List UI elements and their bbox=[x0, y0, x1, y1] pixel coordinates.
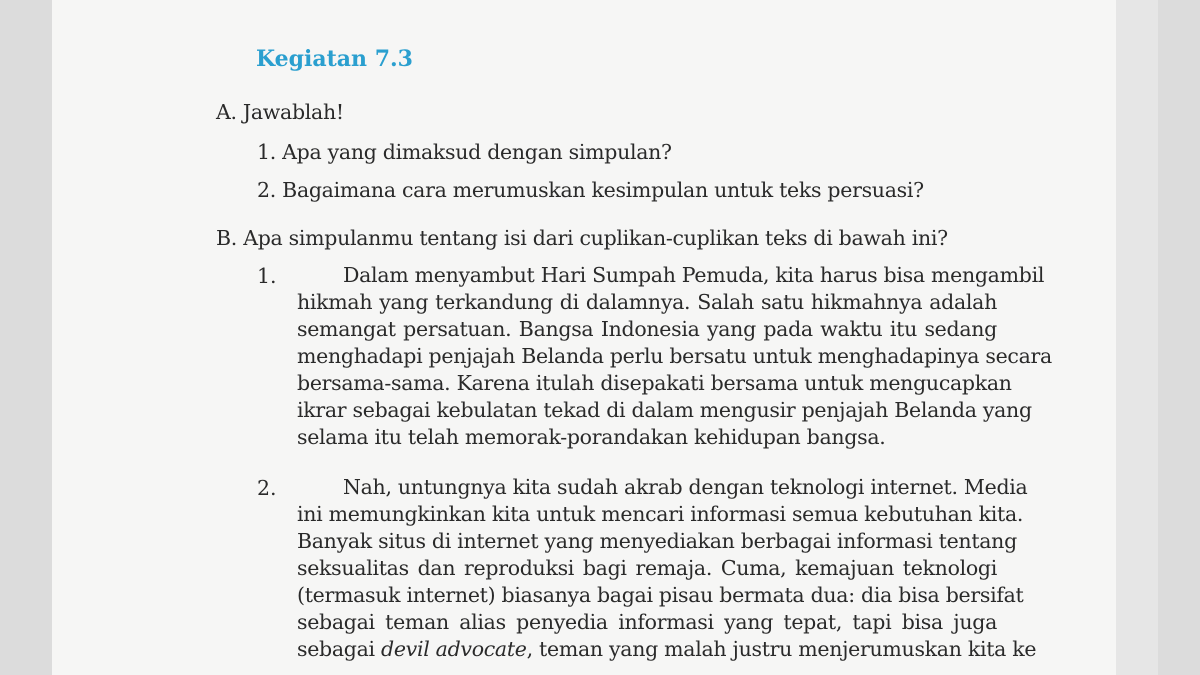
excerpt-1-line: selama itu telah memorak-porandakan kehidupan bangsa. bbox=[297, 425, 886, 449]
excerpt-1-number: 1. bbox=[257, 264, 277, 288]
excerpt-1-line: ikrar sebagai kebulatan tekad di dalam mengusir penjajah Belanda yang bbox=[297, 398, 1032, 422]
excerpt-2-text-before-italic: sebagai bbox=[297, 637, 382, 661]
page-edge bbox=[1116, 0, 1158, 675]
section-b-label: B. Apa simpulanmu tentang isi dari cuplikan-cuplikan teks di bawah ini? bbox=[216, 226, 948, 250]
section-a-question-1: 1. Apa yang dimaksud dengan simpulan? bbox=[257, 140, 672, 164]
document-page bbox=[52, 0, 1158, 675]
excerpt-2-line: Banyak situs di internet yang menyediakan berbagai informasi tentang bbox=[297, 529, 1017, 553]
excerpt-1-line: bersama-sama. Karena itulah disepakati bersama untuk mengucapkan bbox=[297, 371, 1012, 395]
excerpt-2-line: ini memungkinkan kita untuk mencari informasi semua kebutuhan kita. bbox=[297, 502, 1024, 526]
excerpt-2-number: 2. bbox=[257, 476, 277, 500]
excerpt-2-line: seksualitas dan reproduksi bagi remaja. Cuma, kemajuan teknologi bbox=[297, 556, 997, 580]
excerpt-2-line: (termasuk internet) biasanya bagai pisau bermata dua: dia bisa bersifat bbox=[297, 583, 1024, 607]
activity-title: Kegiatan 7.3 bbox=[256, 46, 413, 72]
section-a-question-2: 2. Bagaimana cara merumuskan kesimpulan untuk teks persuasi? bbox=[257, 178, 924, 202]
devil-advocate-term: devil advocate bbox=[381, 637, 527, 661]
excerpt-1-line: hikmah yang terkandung di dalamnya. Salah satu hikmahnya adalah bbox=[297, 290, 997, 314]
excerpt-2-text bbox=[297, 474, 1037, 663]
excerpt-1-text bbox=[297, 262, 1052, 451]
excerpt-1-line: semangat persatuan. Bangsa Indonesia yang pada waktu itu sedang bbox=[297, 317, 997, 341]
excerpt-1-line: menghadapi penjajah Belanda perlu bersatu untuk menghadapinya secara bbox=[297, 344, 1052, 368]
excerpt-2-line: Nah, untungnya kita sudah akrab dengan teknologi internet. Media bbox=[343, 475, 1028, 499]
excerpt-2-last-line bbox=[297, 636, 1037, 663]
excerpt-2-text-after-italic: , teman yang malah justru menjerumuskan kita ke bbox=[526, 637, 1037, 661]
section-a-label: A. Jawablah! bbox=[216, 100, 344, 124]
excerpt-1-line: Dalam menyambut Hari Sumpah Pemuda, kita harus bisa mengambil bbox=[343, 263, 1045, 287]
excerpt-2-line: sebagai teman alias penyedia informasi yang tepat, tapi bisa juga bbox=[297, 610, 997, 634]
